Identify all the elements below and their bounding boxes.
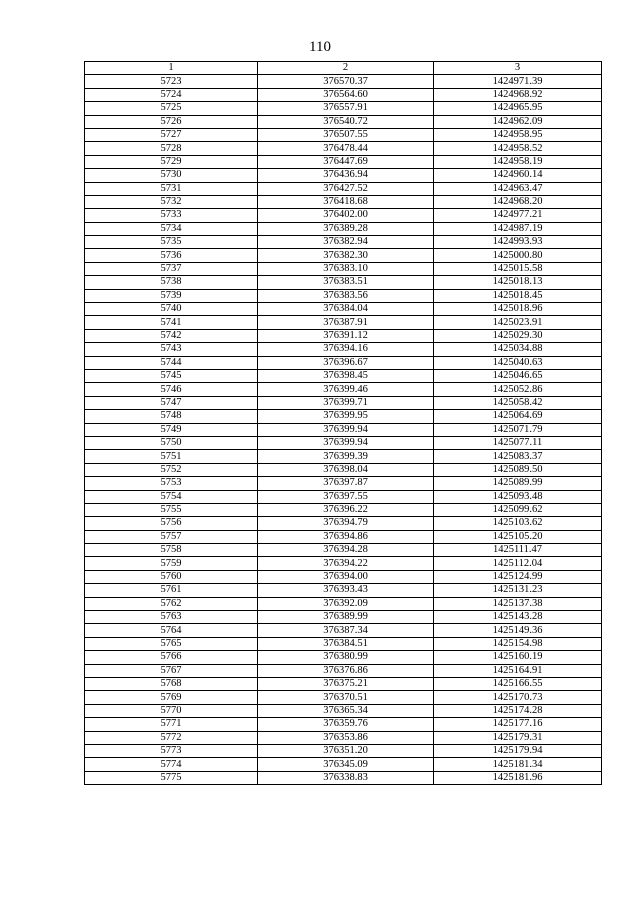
table-header-row <box>85 62 602 75</box>
point-number-cell: 5773 <box>85 744 258 757</box>
point-number-cell: 5745 <box>85 369 258 382</box>
point-number-cell: 5732 <box>85 195 258 208</box>
y-coordinate-cell: 1424993.93 <box>434 236 602 249</box>
x-coordinate-cell: 376351.20 <box>258 744 434 757</box>
point-number-cell: 5737 <box>85 262 258 275</box>
x-coordinate-cell: 376402.00 <box>258 209 434 222</box>
y-coordinate-cell: 1425052.86 <box>434 383 602 396</box>
table-row <box>85 115 602 128</box>
x-coordinate-cell: 376436.94 <box>258 169 434 182</box>
x-coordinate-cell: 376399.94 <box>258 436 434 449</box>
table-row <box>85 249 602 262</box>
point-number-cell: 5726 <box>85 115 258 128</box>
y-coordinate-cell: 1425179.31 <box>434 731 602 744</box>
table-row <box>85 369 602 382</box>
table-row <box>85 677 602 690</box>
point-number-cell: 5731 <box>85 182 258 195</box>
y-coordinate-cell: 1424958.19 <box>434 155 602 168</box>
x-coordinate-cell: 376391.12 <box>258 329 434 342</box>
table-row <box>85 503 602 516</box>
point-number-cell: 5748 <box>85 410 258 423</box>
x-coordinate-cell: 376399.39 <box>258 450 434 463</box>
y-coordinate-cell: 1424965.95 <box>434 102 602 115</box>
table-row <box>85 195 602 208</box>
table-row <box>85 597 602 610</box>
table-row <box>85 758 602 771</box>
table-row <box>85 102 602 115</box>
x-coordinate-cell: 376394.16 <box>258 343 434 356</box>
y-coordinate-cell: 1425015.58 <box>434 262 602 275</box>
column-header-2: 2 <box>258 62 434 75</box>
point-number-cell: 5728 <box>85 142 258 155</box>
y-coordinate-cell: 1424977.21 <box>434 209 602 222</box>
x-coordinate-cell: 376353.86 <box>258 731 434 744</box>
y-coordinate-cell: 1425149.36 <box>434 624 602 637</box>
point-number-cell: 5740 <box>85 303 258 316</box>
table-row <box>85 490 602 503</box>
point-number-cell: 5770 <box>85 704 258 717</box>
column-header-3: 3 <box>434 62 602 75</box>
y-coordinate-cell: 1424958.95 <box>434 128 602 141</box>
point-number-cell: 5749 <box>85 423 258 436</box>
table-row <box>85 570 602 583</box>
x-coordinate-cell: 376376.86 <box>258 664 434 677</box>
y-coordinate-cell: 1425040.63 <box>434 356 602 369</box>
table-row <box>85 637 602 650</box>
table-row <box>85 664 602 677</box>
point-number-cell: 5750 <box>85 436 258 449</box>
y-coordinate-cell: 1425089.99 <box>434 477 602 490</box>
y-coordinate-cell: 1425177.16 <box>434 718 602 731</box>
y-coordinate-cell: 1425179.94 <box>434 744 602 757</box>
table-row <box>85 303 602 316</box>
table-row <box>85 182 602 195</box>
x-coordinate-cell: 376398.45 <box>258 369 434 382</box>
point-number-cell: 5755 <box>85 503 258 516</box>
x-coordinate-cell: 376447.69 <box>258 155 434 168</box>
point-number-cell: 5733 <box>85 209 258 222</box>
x-coordinate-cell: 376380.99 <box>258 651 434 664</box>
x-coordinate-cell: 376540.72 <box>258 115 434 128</box>
point-number-cell: 5727 <box>85 128 258 141</box>
y-coordinate-cell: 1425131.23 <box>434 584 602 597</box>
y-coordinate-cell: 1425077.11 <box>434 436 602 449</box>
y-coordinate-cell: 1425093.48 <box>434 490 602 503</box>
y-coordinate-cell: 1425018.45 <box>434 289 602 302</box>
y-coordinate-cell: 1425058.42 <box>434 396 602 409</box>
point-number-cell: 5763 <box>85 611 258 624</box>
point-number-cell: 5742 <box>85 329 258 342</box>
x-coordinate-cell: 376478.44 <box>258 142 434 155</box>
y-coordinate-cell: 1424987.19 <box>434 222 602 235</box>
column-header-1: 1 <box>85 62 258 75</box>
y-coordinate-cell: 1425029.30 <box>434 329 602 342</box>
point-number-cell: 5730 <box>85 169 258 182</box>
point-number-cell: 5724 <box>85 88 258 101</box>
x-coordinate-cell: 376398.04 <box>258 463 434 476</box>
point-number-cell: 5739 <box>85 289 258 302</box>
y-coordinate-cell: 1424968.20 <box>434 195 602 208</box>
x-coordinate-cell: 376399.94 <box>258 423 434 436</box>
x-coordinate-cell: 376338.83 <box>258 771 434 784</box>
point-number-cell: 5765 <box>85 637 258 650</box>
x-coordinate-cell: 376375.21 <box>258 677 434 690</box>
x-coordinate-cell: 376359.76 <box>258 718 434 731</box>
x-coordinate-cell: 376384.04 <box>258 303 434 316</box>
y-coordinate-cell: 1425137.38 <box>434 597 602 610</box>
x-coordinate-cell: 376365.34 <box>258 704 434 717</box>
table-row <box>85 289 602 302</box>
table-row <box>85 155 602 168</box>
point-number-cell: 5766 <box>85 651 258 664</box>
point-number-cell: 5751 <box>85 450 258 463</box>
table-row <box>85 128 602 141</box>
x-coordinate-cell: 376557.91 <box>258 102 434 115</box>
table-row <box>85 744 602 757</box>
table-row <box>85 142 602 155</box>
table-row <box>85 343 602 356</box>
point-number-cell: 5746 <box>85 383 258 396</box>
y-coordinate-cell: 1425154.98 <box>434 637 602 650</box>
point-number-cell: 5747 <box>85 396 258 409</box>
x-coordinate-cell: 376389.28 <box>258 222 434 235</box>
table-row <box>85 236 602 249</box>
point-number-cell: 5775 <box>85 771 258 784</box>
x-coordinate-cell: 376392.09 <box>258 597 434 610</box>
table-row <box>85 436 602 449</box>
table-row <box>85 396 602 409</box>
y-coordinate-cell: 1425181.34 <box>434 758 602 771</box>
y-coordinate-cell: 1425112.04 <box>434 557 602 570</box>
x-coordinate-cell: 376393.43 <box>258 584 434 597</box>
y-coordinate-cell: 1425164.91 <box>434 664 602 677</box>
x-coordinate-cell: 376394.79 <box>258 517 434 530</box>
y-coordinate-cell: 1425166.55 <box>434 677 602 690</box>
table-row <box>85 383 602 396</box>
point-number-cell: 5757 <box>85 530 258 543</box>
table-row <box>85 75 602 88</box>
y-coordinate-cell: 1425071.79 <box>434 423 602 436</box>
point-number-cell: 5769 <box>85 691 258 704</box>
point-number-cell: 5754 <box>85 490 258 503</box>
point-number-cell: 5759 <box>85 557 258 570</box>
x-coordinate-cell: 376394.22 <box>258 557 434 570</box>
y-coordinate-cell: 1425174.28 <box>434 704 602 717</box>
y-coordinate-cell: 1425064.69 <box>434 410 602 423</box>
y-coordinate-cell: 1425046.65 <box>434 369 602 382</box>
x-coordinate-cell: 376394.86 <box>258 530 434 543</box>
y-coordinate-cell: 1425000.80 <box>434 249 602 262</box>
x-coordinate-cell: 376570.37 <box>258 75 434 88</box>
x-coordinate-cell: 376399.46 <box>258 383 434 396</box>
table-row <box>85 423 602 436</box>
coordinates-table <box>84 61 602 785</box>
table-row <box>85 624 602 637</box>
y-coordinate-cell: 1425089.50 <box>434 463 602 476</box>
x-coordinate-cell: 376397.87 <box>258 477 434 490</box>
y-coordinate-cell: 1424963.47 <box>434 182 602 195</box>
point-number-cell: 5772 <box>85 731 258 744</box>
x-coordinate-cell: 376399.71 <box>258 396 434 409</box>
x-coordinate-cell: 376394.28 <box>258 544 434 557</box>
point-number-cell: 5735 <box>85 236 258 249</box>
y-coordinate-cell: 1425034.88 <box>434 343 602 356</box>
table-row <box>85 477 602 490</box>
y-coordinate-cell: 1425099.62 <box>434 503 602 516</box>
point-number-cell: 5734 <box>85 222 258 235</box>
page-number: 110 <box>309 39 331 55</box>
table-row <box>85 691 602 704</box>
point-number-cell: 5736 <box>85 249 258 262</box>
table-row <box>85 771 602 784</box>
x-coordinate-cell: 376394.00 <box>258 570 434 583</box>
table-row <box>85 704 602 717</box>
table-row <box>85 450 602 463</box>
y-coordinate-cell: 1424962.09 <box>434 115 602 128</box>
y-coordinate-cell: 1425083.37 <box>434 450 602 463</box>
point-number-cell: 5767 <box>85 664 258 677</box>
x-coordinate-cell: 376370.51 <box>258 691 434 704</box>
point-number-cell: 5753 <box>85 477 258 490</box>
x-coordinate-cell: 376383.51 <box>258 276 434 289</box>
x-coordinate-cell: 376384.51 <box>258 637 434 650</box>
point-number-cell: 5741 <box>85 316 258 329</box>
table-row <box>85 262 602 275</box>
y-coordinate-cell: 1425124.99 <box>434 570 602 583</box>
point-number-cell: 5774 <box>85 758 258 771</box>
table-row <box>85 517 602 530</box>
point-number-cell: 5725 <box>85 102 258 115</box>
y-coordinate-cell: 1425160.19 <box>434 651 602 664</box>
table-row <box>85 169 602 182</box>
point-number-cell: 5761 <box>85 584 258 597</box>
table-row <box>85 356 602 369</box>
table-row <box>85 329 602 342</box>
point-number-cell: 5760 <box>85 570 258 583</box>
x-coordinate-cell: 376383.56 <box>258 289 434 302</box>
table-row <box>85 276 602 289</box>
x-coordinate-cell: 376396.67 <box>258 356 434 369</box>
point-number-cell: 5744 <box>85 356 258 369</box>
y-coordinate-cell: 1425170.73 <box>434 691 602 704</box>
x-coordinate-cell: 376427.52 <box>258 182 434 195</box>
table-row <box>85 611 602 624</box>
y-coordinate-cell: 1425143.28 <box>434 611 602 624</box>
point-number-cell: 5723 <box>85 75 258 88</box>
y-coordinate-cell: 1424958.52 <box>434 142 602 155</box>
point-number-cell: 5764 <box>85 624 258 637</box>
x-coordinate-cell: 376382.30 <box>258 249 434 262</box>
y-coordinate-cell: 1425105.20 <box>434 530 602 543</box>
y-coordinate-cell: 1424960.14 <box>434 169 602 182</box>
point-number-cell: 5738 <box>85 276 258 289</box>
y-coordinate-cell: 1425111.47 <box>434 544 602 557</box>
table-row <box>85 557 602 570</box>
table-row <box>85 209 602 222</box>
x-coordinate-cell: 376387.91 <box>258 316 434 329</box>
table-row <box>85 222 602 235</box>
table-row <box>85 316 602 329</box>
y-coordinate-cell: 1425018.96 <box>434 303 602 316</box>
x-coordinate-cell: 376382.94 <box>258 236 434 249</box>
table-body <box>85 75 602 785</box>
table-row <box>85 530 602 543</box>
table-row <box>85 584 602 597</box>
table-row <box>85 718 602 731</box>
y-coordinate-cell: 1425181.96 <box>434 771 602 784</box>
y-coordinate-cell: 1424968.92 <box>434 88 602 101</box>
x-coordinate-cell: 376396.22 <box>258 503 434 516</box>
x-coordinate-cell: 376345.09 <box>258 758 434 771</box>
x-coordinate-cell: 376399.95 <box>258 410 434 423</box>
x-coordinate-cell: 376507.55 <box>258 128 434 141</box>
point-number-cell: 5756 <box>85 517 258 530</box>
x-coordinate-cell: 376387.34 <box>258 624 434 637</box>
x-coordinate-cell: 376564.60 <box>258 88 434 101</box>
x-coordinate-cell: 376418.68 <box>258 195 434 208</box>
table-row <box>85 544 602 557</box>
x-coordinate-cell: 376389.99 <box>258 611 434 624</box>
y-coordinate-cell: 1425023.91 <box>434 316 602 329</box>
point-number-cell: 5762 <box>85 597 258 610</box>
y-coordinate-cell: 1425103.62 <box>434 517 602 530</box>
x-coordinate-cell: 376397.55 <box>258 490 434 503</box>
point-number-cell: 5768 <box>85 677 258 690</box>
table-row <box>85 651 602 664</box>
table-row <box>85 463 602 476</box>
y-coordinate-cell: 1424971.39 <box>434 75 602 88</box>
point-number-cell: 5771 <box>85 718 258 731</box>
point-number-cell: 5729 <box>85 155 258 168</box>
table-row <box>85 88 602 101</box>
point-number-cell: 5743 <box>85 343 258 356</box>
point-number-cell: 5752 <box>85 463 258 476</box>
table-row <box>85 410 602 423</box>
table-row <box>85 731 602 744</box>
point-number-cell: 5758 <box>85 544 258 557</box>
y-coordinate-cell: 1425018.13 <box>434 276 602 289</box>
x-coordinate-cell: 376383.10 <box>258 262 434 275</box>
